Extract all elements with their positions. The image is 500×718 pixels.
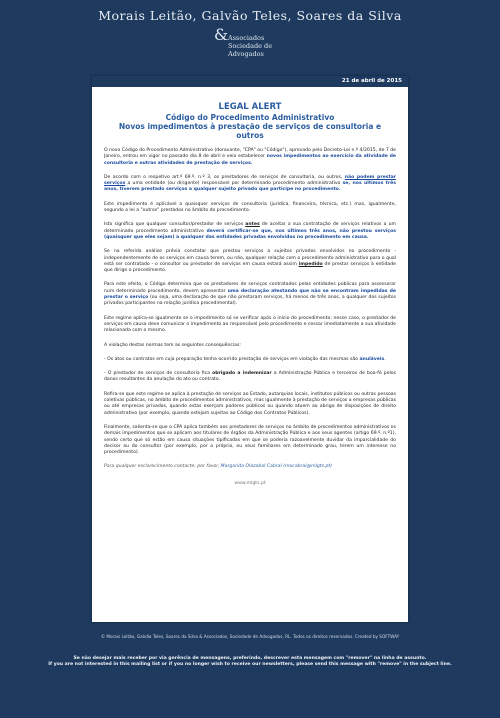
alert-title: LEGAL ALERT [218,102,282,112]
text-run: se, nos últimos três anos, tiverem prestado serviços a qualquer sujeito privado que participe no procedimento. [104,181,396,193]
paragraph [104,392,396,417]
text-run: não podem prestar serviços [104,174,397,187]
firm-sublogo [200,25,320,68]
paragraph [104,371,396,384]
text-run: Este impedimento é aplicável a quaisquer serviços de consultoria (jurídica, financeira, técnica, etc.) mas, igualmente, segundo a lei a "outros" prestados no âmbito do procedimento. [104,201,396,214]
sublogo-line-1: Associados [228,34,265,42]
sublogo-line-3: Advogados [228,50,264,58]
text-run: a Administração Pública e terceiros de boa-fé pelos danos resultantes da anulação do ato ou contrato. [104,371,396,383]
date-bar [92,76,408,87]
firm-name: Morais Leitão, Galvão Teles, Soares da Silva [98,8,402,23]
text-run: A violação destas normas tem as seguintes consequências: [104,342,241,348]
text-run: - O prestador de serviços de consultoria fica [104,371,213,377]
text-run: deverá certificar-se que, nos últimos três anos, não prestou serviços (quaisquer que eles sejam) a qualquer das entidades privadas envolvidas no procedimento em causa. [104,228,397,240]
text-run: Para este efeito, o Código determina que os prestadores de serviços contratados pelas entidades públicas para assessorar num determinado procedimento, devem apresentar [104,282,396,294]
copyright-footer: © Morais Leitão, Galvão Teles, Soares da Silva & Associados, Sociedade de Advogados, RL. Todos os direitos reservados. Created by SOFTWAY [100,634,400,639]
text-run: - Os atos ou contratos em cuja preparação tenha ocorrido prestação de serviços em violação das mesmas são [104,356,360,362]
paragraph [104,316,396,335]
subject-title: Novos impedimentos à prestação de serviços de consultoria e outros [118,122,382,140]
text-run: Este regime aplica-se igualmente se o impedimento só se verificar após o início do procedimento: nesse caso, o prestador de serviços em causa deve comunicar o impedimento ao responsável pelo procedimento e cessar imediatamente a sua atividade relacionada com o mesmo. [104,315,396,334]
text-run: de aceitar a sua contratação de serviços relativos a um determinado procedimento administrativo [104,222,396,234]
contact-line [104,464,396,470]
paragraph [104,202,396,215]
letterhead [0,0,500,72]
website-link[interactable]: www.mlgts.pt [234,480,266,486]
sublogo-line-2: Sociedade de [228,42,273,50]
ampersand-mark: & [214,25,229,44]
text-run: O novo Código do Procedimento Administrativo (doravante, "CPA" ou "Código"), aprovado pelo Decreto-Lei n.º 4/2015, de 7 de Janeiro, entrou em vigor no passado dia 8 de abril e veio estabelecer [104,148,396,160]
code-title: Código do Procedimento Administrativo [165,113,335,122]
paragraph [104,222,396,241]
text-run: a uma entidade (ou dirigente) responsável por determinado procedimento administrativo [125,181,343,187]
text-run: obrigado a indemnizar [212,371,272,377]
issue-date: 21 de abril de 2015 [341,78,402,84]
text-run: impedido [298,261,323,267]
paragraph [104,249,396,274]
text-run: (ou seja, uma declaração de que não prestaram serviços, há menos de três anos, a qualquer dos sujeitos privados participantes na relação jurídica procedimental). [104,295,396,307]
article-body [92,140,408,487]
newsletter-document [92,76,408,622]
paragraph [104,148,396,167]
text-run: Isto significa que qualquer consultor/prestador de serviços [104,222,246,228]
paragraph [104,357,396,363]
text-run: anuláveis [359,356,385,362]
text-run: de prestar serviços à entidade que dirige o procedimento. [104,261,396,274]
unsubscribe-notice-pt: Se não desejar mais receber por via gerência de mensagens, preferindo, descrever esta mensagem com "remover" na linha de assunto. [73,656,427,661]
text-run: uma declaração atestando que não se encontram impedidas de prestar o serviço [104,288,396,301]
unsubscribe-notice-en: If you are not interested in this mailing list or if you no longer wish to receive our newsletters, please send this message with "remove" in the subject line. [48,662,452,667]
paragraph [104,425,396,456]
text-run: Finalmente, salienta-se que o CPA aplica também aos prestadores de serviços no âmbito de procedimentos administrativos os demais impedimentos que se aplicam aos titulares de órgãos da Administração Pública e aos seus agentes (artigo 69.º, n.º1), sendo certo que só estão em causa situações tipificadas em que se poderia razoavelmente duvidar da imparcialidade do decisor ou do consultor (por exemplo, por o próprio, ou seus familiares em determinado grau, terem um interesse no procedimento). [104,424,396,456]
contact-name: Margarida Olazabal Cabral [220,464,282,470]
contact-prefix: Para qualquer esclarecimento contacte, por favor, [104,464,221,470]
paragraph [104,282,396,307]
text-run: novos impedimentos ao exercício da atividade de consultoria e outras atividades de prestação de serviços. [104,154,396,166]
text-run: De acordo com o respetivo art.º 69.º, n.º 3, os prestadores de serviços de consultoria, ou outros, [104,174,345,180]
unsubscribe-notice [0,656,500,668]
paragraph [104,175,396,194]
text-run: Refira-se que este regime se aplica à prestação de serviços ao Estado, autarquias locais, institutos públicos ou outras pessoas coletivas públicas, no âmbito de procedimentos administrativos, mas igualmente à prestação de serviços a empresas públicas ou até empresas privadas, quando estas exerçam poderes públicos ou quando atuem ao abrigo de disposições de direito administrativo (por exemplo, quando estejam sujeitas ao Código dos Contratos Públicos). [104,391,396,416]
text-run: . [384,356,386,362]
contact-email-link[interactable]: (mocabral@mlgts.pt) [281,464,332,470]
title-block [92,102,408,140]
paragraph [104,343,396,349]
text-run: antes [245,222,260,228]
text-run: Se na referida análise prévia constatar que prestou serviços a sujeitos privados envolvidos no procedimento - independentemente de os serviços em causa terem, ou não, qualquer relação com o procedimento administrativo para o qual está ser contratado - o consultor ou prestador de serviços em causa estará assim [104,249,396,267]
